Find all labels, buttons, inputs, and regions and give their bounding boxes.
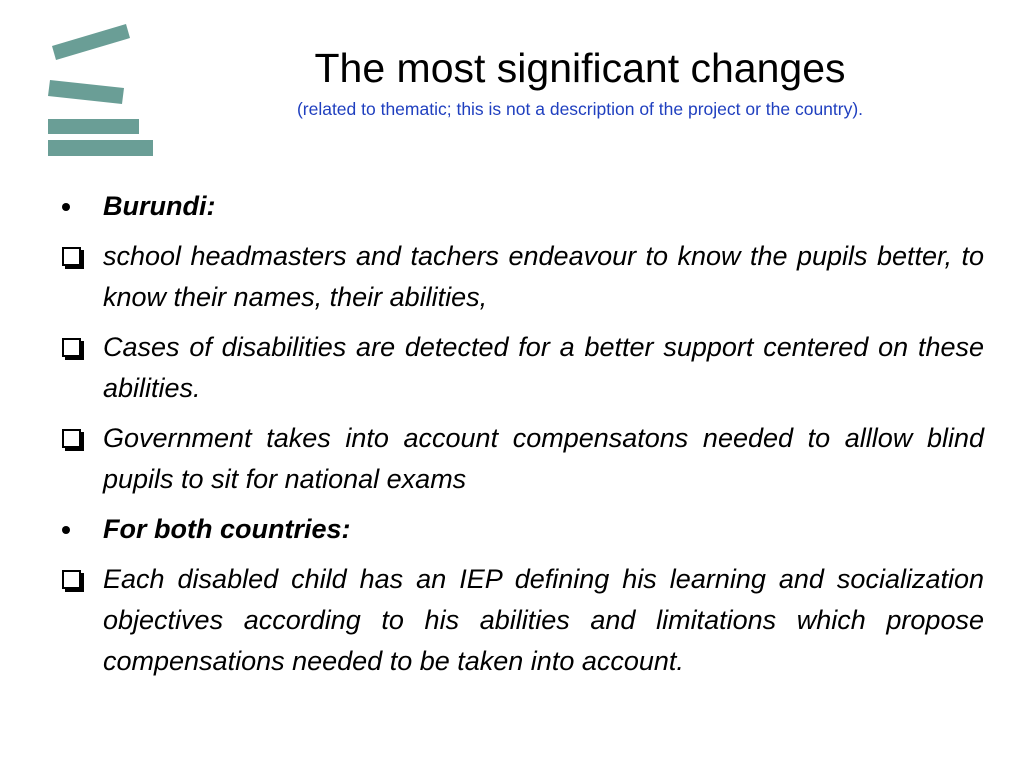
checkbox-bullet-icon [58,559,98,600]
content-list [58,186,984,691]
list-item-text: school headmasters and tachers endeavour to know the pupils better, to know their names, their abilities, [103,241,984,312]
bullet-icon [58,186,98,227]
checkbox-bullet-icon [58,236,98,277]
list-item-text: For both countries: [103,514,351,544]
list-item [58,236,984,318]
stacked-bars-logo-icon [40,20,165,165]
list-item [58,418,984,500]
list-item-text: Burundi: [103,191,216,221]
checkbox-bullet-icon [58,418,98,459]
bullet-icon [58,509,98,550]
list-item [58,327,984,409]
list-item-text: Government takes into account compensatons needed to alllow blind pupils to sit for national exams [103,423,984,494]
list-item-text: Each disabled child has an IEP defining his learning and socialization objectives according to his abilities and limitations which propose compensations needed to be taken into account. [103,564,984,676]
list-item [58,559,984,682]
page-subtitle: (related to thematic; this is not a description of the project or the country). [296,99,864,119]
list-item [58,186,984,227]
list-item-text: Cases of disabilities are detected for a better support centered on these abilities. [103,332,984,403]
list-item [58,509,984,550]
checkbox-bullet-icon [58,327,98,368]
page-title: The most significant changes [314,45,846,91]
